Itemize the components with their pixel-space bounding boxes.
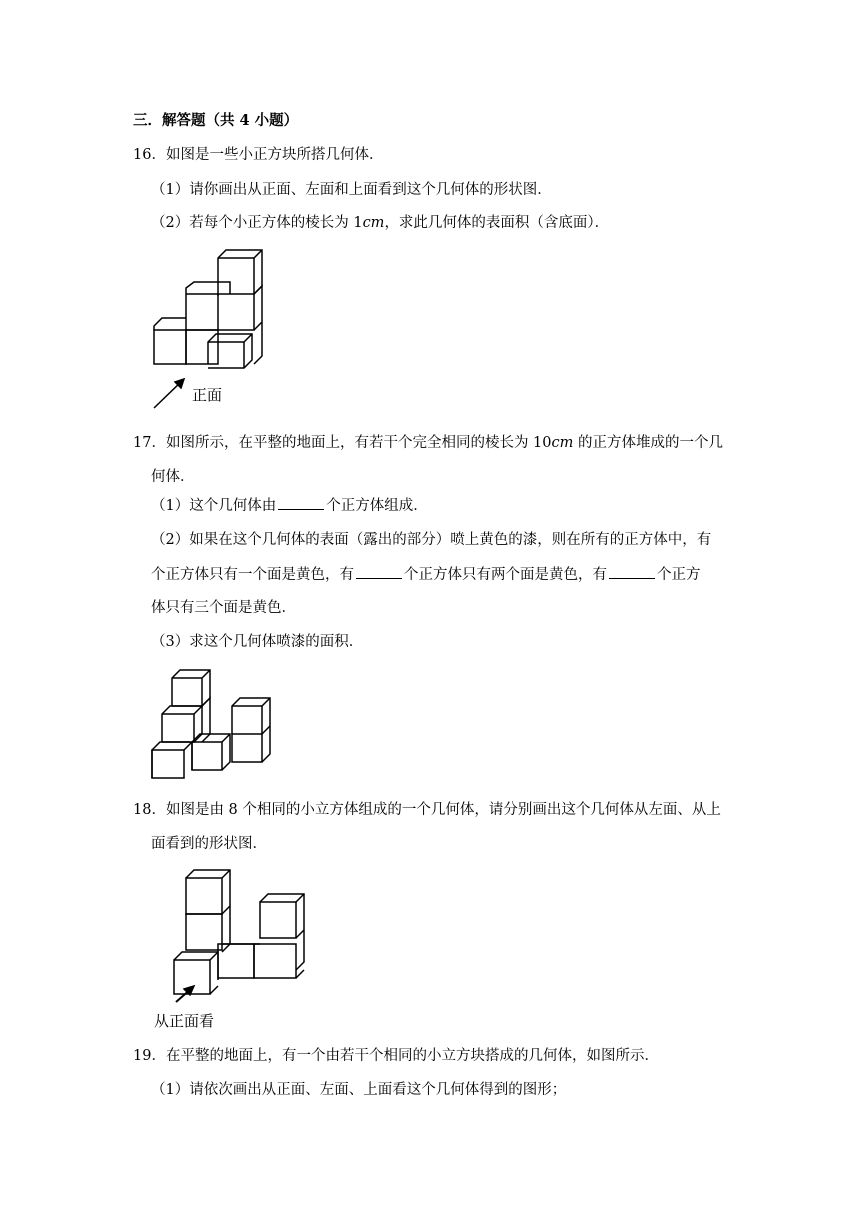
q17-part2-end: 体只有三个面是黄色．: [151, 600, 296, 616]
q16-part2: （2）若每个小正方体的棱长为 1cm，求此几何体的表面积（含底面）．: [151, 215, 610, 231]
q19-part1: （1）请依次画出从正面、左面、上面看这个几何体得到的图形；: [151, 1082, 567, 1098]
q18-stem-cont: 面看到的形状图．: [151, 836, 267, 852]
q17-stem-cont: 何体．: [151, 469, 195, 485]
q16-stem: 16．如图是一些小正方块所搭几何体．: [133, 147, 384, 163]
q17-part2: （2）如果在这个几何体的表面（露出的部分）喷上黄色的漆，则在所有的正方体中，有: [151, 532, 712, 548]
q17-stem: 17．如图所示，在平整的地面上，有若干个完全相同的棱长为 10cm 的正方体堆成的一个几: [133, 435, 723, 451]
q17-part3: （3）求这个几何体喷漆的面积．: [151, 634, 364, 650]
section-title: 三．解答题（共 4 小题）: [133, 112, 299, 129]
q16-figure: [148, 248, 278, 413]
q16-figure-label: 正面: [192, 386, 223, 404]
answer-blank[interactable]: [356, 564, 402, 579]
answer-blank[interactable]: [609, 564, 655, 579]
q17-part2-cont: 个正方体只有一个面是黄色，有 个正方体只有两个面是黄色，有 个正方: [151, 564, 701, 585]
q18-figure-label: 从正面看: [154, 1012, 215, 1030]
q16-part1: （1）请你画出从正面、左面和上面看到这个几何体的形状图．: [151, 182, 552, 198]
q19-stem: 19．在平整的地面上，有一个由若干个相同的小立方块搭成的几何体，如图所示．: [133, 1048, 659, 1064]
answer-blank[interactable]: [278, 495, 324, 510]
q18-figure: [148, 868, 318, 1030]
q18-stem: 18．如图是由 8 个相同的小立方体组成的一个几何体，请分别画出这个几何体从左面、从上: [133, 802, 721, 818]
q17-part1: （1）这个几何体由 个正方体组成．: [151, 495, 428, 516]
q17-figure: [148, 664, 278, 784]
